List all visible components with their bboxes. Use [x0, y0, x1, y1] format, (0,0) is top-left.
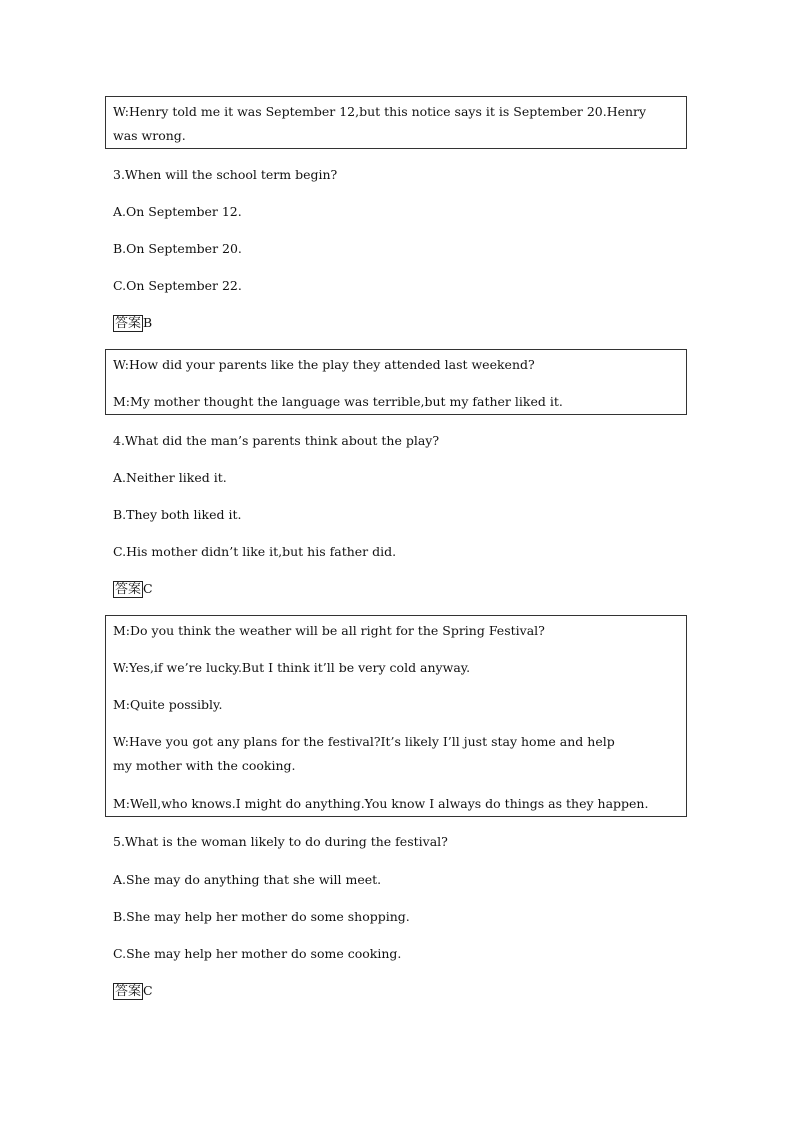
- question-text: 4.What did the man’s parents think about the play?: [113, 433, 440, 448]
- answer-line: [113, 581, 153, 598]
- transcript-line: my mother with the cooking.: [113, 758, 296, 773]
- answer-value: C: [143, 983, 153, 998]
- transcript-line: W:How did your parents like the play they attended last weekend?: [113, 357, 535, 372]
- transcript-box: [105, 349, 687, 415]
- transcript-line: M:Quite possibly.: [113, 697, 223, 712]
- option-c: C.On September 22.: [113, 278, 242, 293]
- transcript-line: M:Do you think the weather will be all right for the Spring Festival?: [113, 623, 545, 638]
- option-b: B.On September 20.: [113, 241, 242, 256]
- transcript-line: W:Yes,if we’re lucky.But I think it’ll be very cold anyway.: [113, 660, 471, 675]
- option-a: A.On September 12.: [113, 204, 242, 219]
- transcript-line: W:Have you got any plans for the festival?It’s likely I’ll just stay home and help: [113, 734, 615, 749]
- option-c: C.His mother didn’t like it,but his father did.: [113, 544, 397, 559]
- question-text: 5.What is the woman likely to do during the festival?: [113, 834, 448, 849]
- transcript-box: [105, 96, 687, 149]
- answer-line: [113, 983, 153, 1000]
- answer-label: 答案: [115, 582, 142, 597]
- transcript-line: M:Well,who knows.I might do anything.You know I always do things as they happen.: [113, 796, 649, 811]
- question-text: 3.When will the school term begin?: [113, 167, 338, 182]
- option-a: A.She may do anything that she will meet.: [113, 872, 382, 887]
- option-b: B.She may help her mother do some shopping.: [113, 909, 410, 924]
- option-c: C.She may help her mother do some cooking.: [113, 946, 402, 961]
- transcript-box: [105, 615, 687, 817]
- answer-label: 答案: [115, 984, 142, 999]
- answer-value: B: [143, 315, 153, 330]
- transcript-line: M:My mother thought the language was terrible,but my father liked it.: [113, 394, 563, 409]
- option-b: B.They both liked it.: [113, 507, 242, 522]
- answer-value: C: [143, 581, 153, 596]
- answer-label: 答案: [115, 316, 142, 331]
- transcript-line: W:Henry told me it was September 12,but this notice says it is September 20.Henry: [113, 104, 647, 119]
- transcript-line: was wrong.: [113, 128, 186, 143]
- answer-line: [113, 315, 152, 332]
- option-a: A.Neither liked it.: [113, 470, 227, 485]
